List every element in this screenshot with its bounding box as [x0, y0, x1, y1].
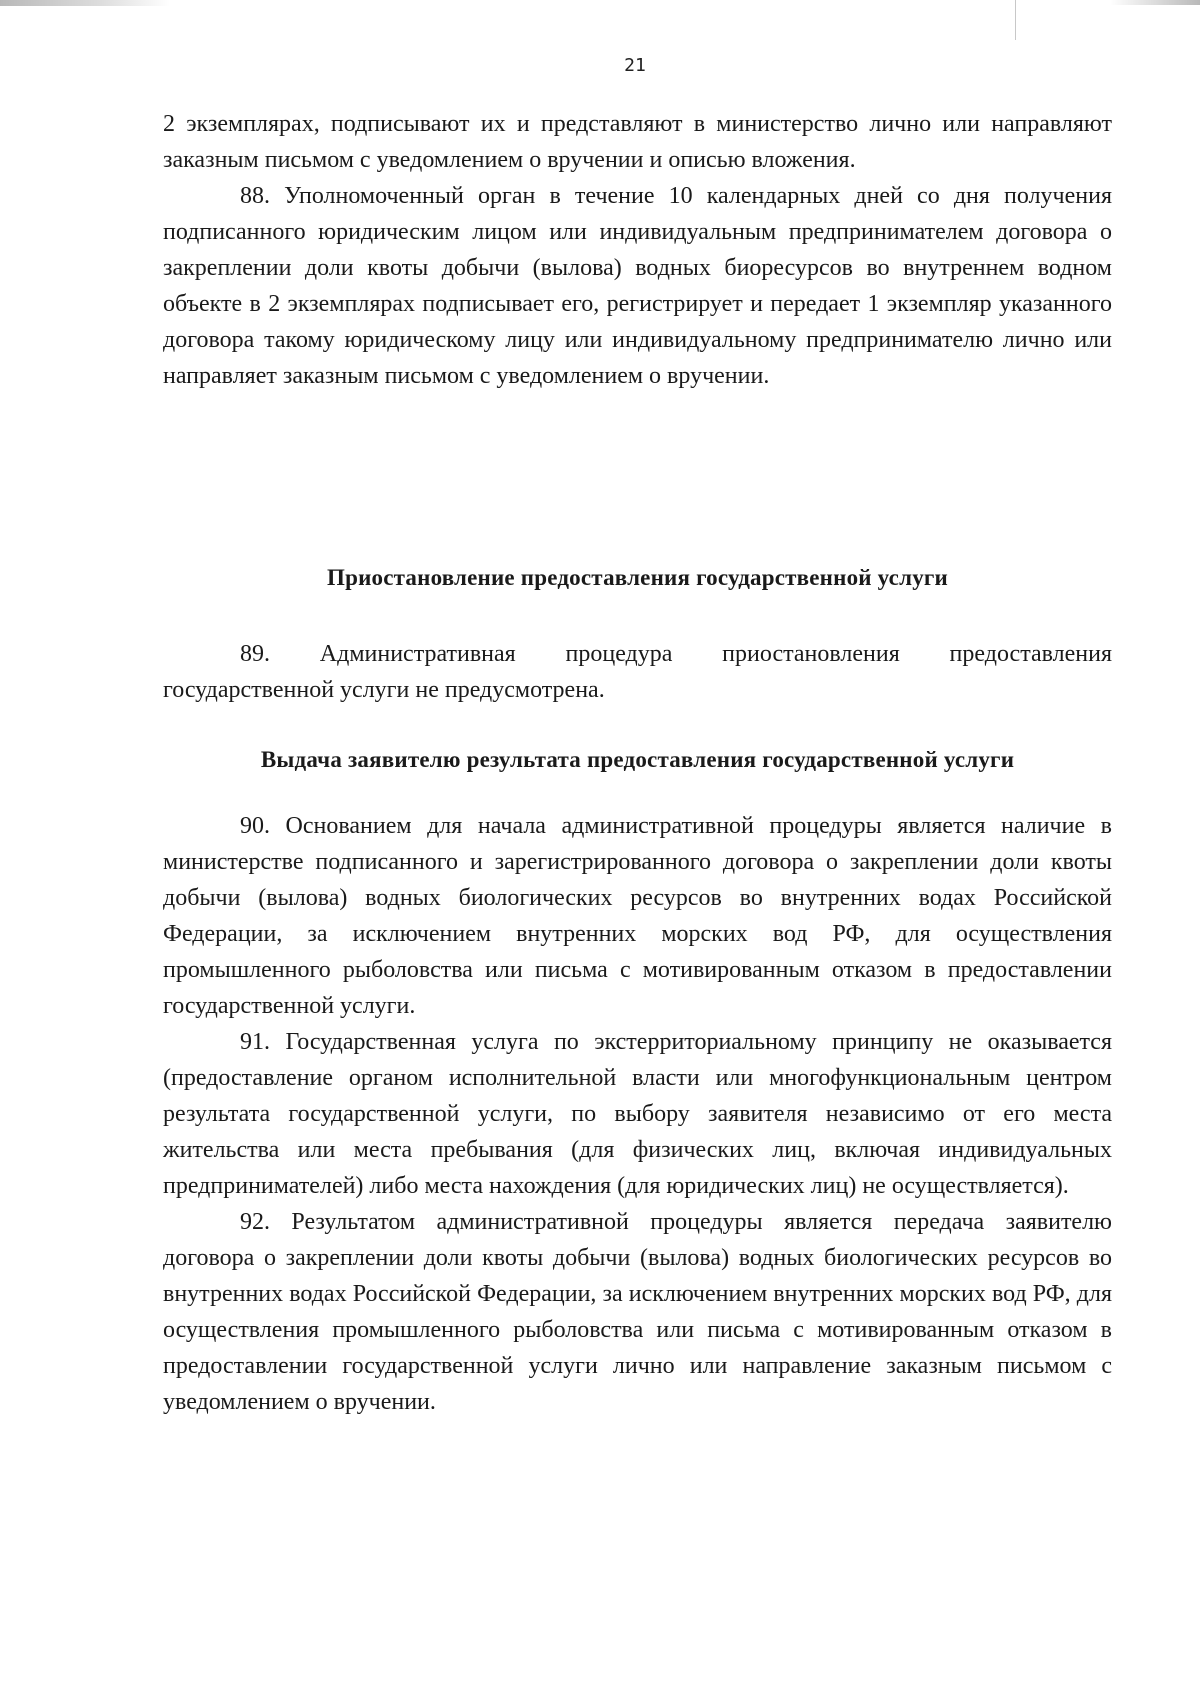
page-number: 21	[624, 55, 646, 76]
paragraph-89: 89. Административная процедура приостановления предоставления государственной услуги не предусмотрена.	[163, 641, 1112, 703]
heading-issuance: Выдача заявителю результата предоставления государственной услуги	[260, 747, 1015, 772]
paragraph-88: 88. Уполномоченный орган в течение 10 календарных дней со дня получения подписанного юридическим лицом или индивидуальным предпринимателем договора о закреплении доли квоты добычи (вылова) водных биоресурсов во внутреннем водном объекте в 2 экземплярах подписывает его, регистрирует и передает 1 экземпляр указанного договора такому юридическому лицу или индивидуальному предпринимателю лично или направляет заказным письмом с уведомлением о вручении.	[163, 183, 1112, 389]
scan-edge-artifact-right	[1110, 0, 1200, 5]
paragraph-89-block	[163, 636, 1112, 708]
heading-suspension: Приостановление предоставления государственной услуги	[327, 565, 948, 590]
paragraph-continuation: 2 экземплярах, подписывают их и представляют в министерство лично или направляют заказным письмом с уведомлением о вручении и описью вложения.	[163, 111, 1112, 173]
paragraph-92: 92. Результатом административной процедуры является передача заявителю договора о закреплении доли квоты добычи (вылова) водных биологических ресурсов во внутренних водах Российской Федерации, за исключением внутренних морских вод РФ, для осуществления промышленного рыболовства или письма с мотивированным отказом в предоставлении государственной услуги лично или направление заказным письмом с уведомлением о вручении.	[163, 1209, 1112, 1415]
continuation-and-paragraph-88	[163, 106, 1112, 394]
scan-fold-mark	[1015, 0, 1016, 40]
scan-edge-artifact	[0, 0, 170, 6]
paragraphs-90-92-block	[163, 808, 1112, 1420]
paragraph-91: 91. Государственная услуга по экстерриториальному принципу не оказывается (предоставление органом исполнительной власти или многофункциональным центром результата государственной услуги, по выбору заявителя независимо от его места жительства или места пребывания (для физических лиц, включая индивидуальных предпринимателей) либо места нахождения (для юридических лиц) не осуществляется).	[163, 1029, 1112, 1199]
paragraph-90: 90. Основанием для начала административной процедуры является наличие в министерстве подписанного и зарегистрированного договора о закреплении доли квоты добычи (вылова) водных биологических ресурсов во внутренних водах Российской Федерации, за исключением внутренних морских вод РФ, для осуществления промышленного рыболовства или письма с мотивированным отказом в предоставлении государственной услуги.	[163, 813, 1112, 1019]
